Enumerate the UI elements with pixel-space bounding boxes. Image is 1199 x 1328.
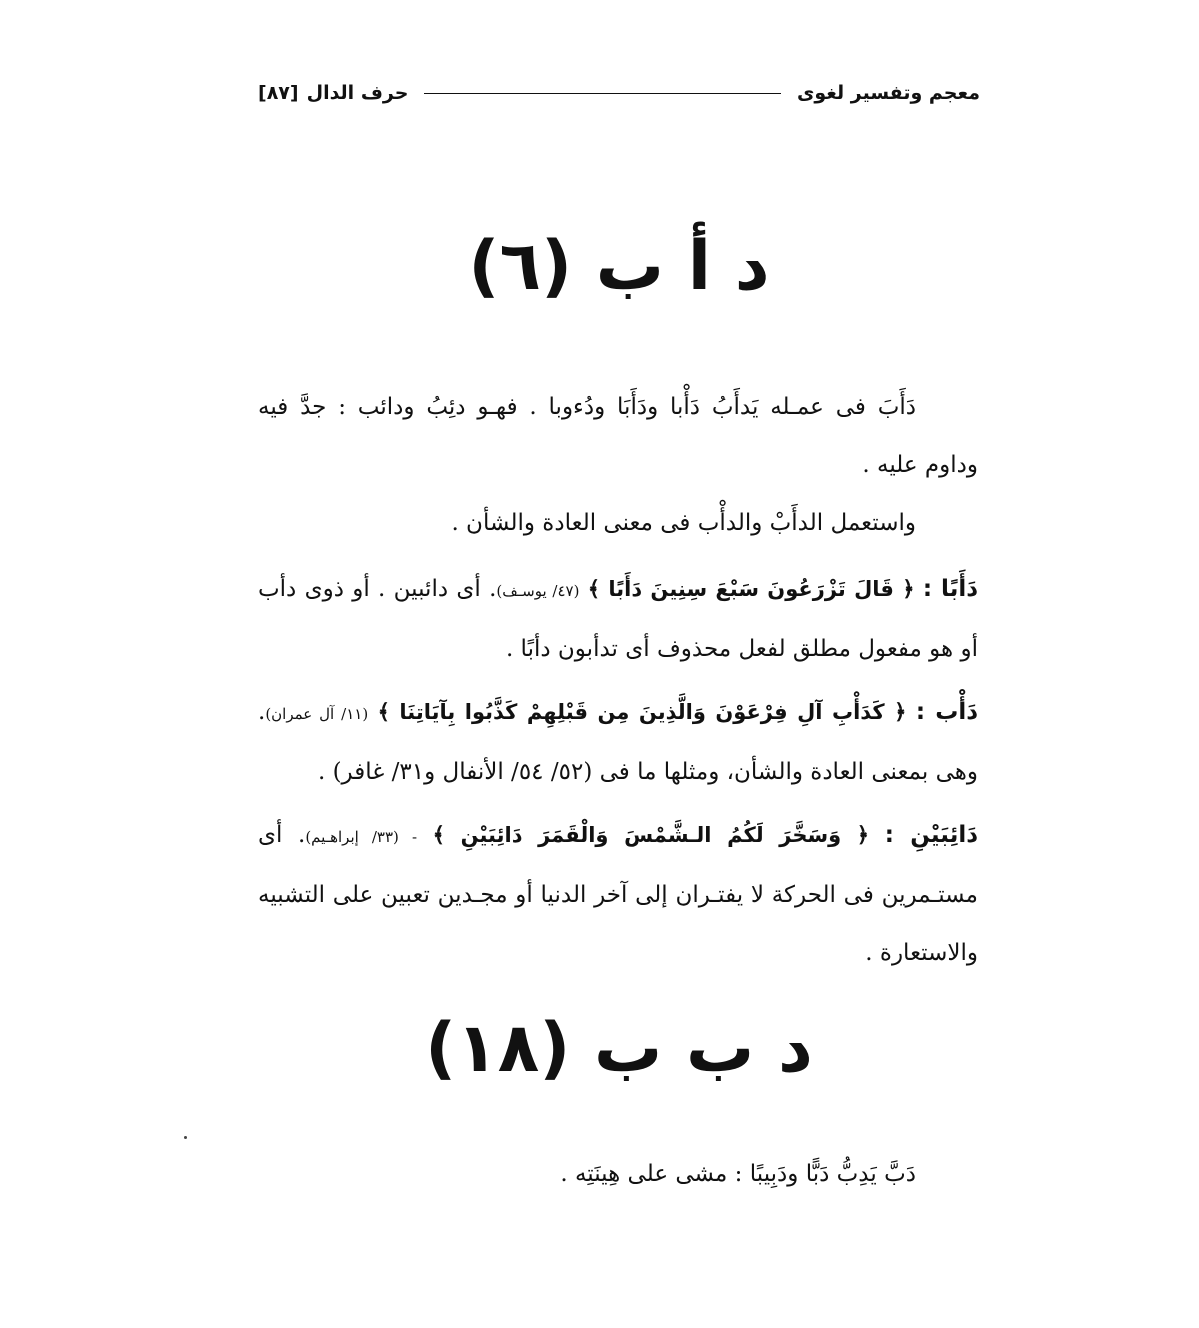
scan-speck: [184, 1136, 187, 1139]
lemma-explanation: . أى مستـمرين فى الحركة لا يفتـران إلى آخر الدنيا أو مجـدين تعبين على التشبيه والاستعارة .: [258, 822, 978, 966]
page-number: [٨٧]: [258, 82, 299, 104]
root-heading: د أ ب (٦): [468, 227, 770, 306]
quran-verse: ﴿ كَدَأْبِ آلِ فِرْعَوْنَ وَالَّذِينَ مِن قَبْلِهِمْ كَذَّبُوا بِآيَاتِنَا ﴾: [377, 700, 907, 724]
root-heading: د ب ب (١٨): [425, 1009, 813, 1088]
running-header: [258, 78, 980, 108]
entry-definition: دَبَّ يَدِبُّ دَبًّا ودَبِيبًا : مشى على هِينَتِه .: [560, 1161, 916, 1187]
quran-verse: ﴿ وَسَخَّرَ لَكُمُ الـشَّمْسَ وَالْقَمَرَ دَائِبَيْنِ ﴾: [432, 823, 870, 847]
lemma: دَأَبًا :: [922, 576, 979, 602]
lemma-paragraph: [258, 806, 978, 982]
verse-reference: (٤٧/ يوسـف): [496, 582, 580, 600]
lemma-paragraph: [258, 560, 978, 678]
lemma-explanation: . وهى بمعنى العادة والشأن، ومثلها ما فى (٥٢/ ٥٤/ الأنفال و٣١/ غافر) .: [258, 699, 978, 785]
chapter-label: [258, 82, 408, 104]
chapter-title: حرف الدال: [306, 82, 409, 104]
header-rule: [424, 93, 781, 94]
quran-verse: ﴿ قَالَ تَزْرَعُونَ سَبْعَ سِنِينَ دَأَبًا ﴾: [587, 577, 915, 601]
lemma-paragraph: [258, 683, 978, 801]
verse-reference: - (٣٣/ إبراهـيم): [305, 828, 418, 846]
verse-reference: (١١/ آل عمران): [265, 705, 369, 723]
lemma: دَأْب :: [915, 699, 979, 725]
lemma: دَائِبَيْنِ :: [884, 822, 979, 848]
entry-definition: دَأَبَ فى عمـله يَدأَبُ دَأْبا ودَأَبَا ودُءوبا . فهـو دئِبُ ودائب : جدَّ فيه وداوم عليه .: [258, 394, 978, 478]
book-title: معجم وتفسير لغوى: [796, 82, 980, 104]
lemma-explanation: . أى دائبين . أو ذوى دأب أو هو مفعول مطلق لفعل محذوف أى تدأبون دأبًا .: [258, 576, 978, 662]
entry-usage-note: واستعمل الدأَبْ والدأْب فى معنى العادة والشأن .: [451, 510, 916, 536]
